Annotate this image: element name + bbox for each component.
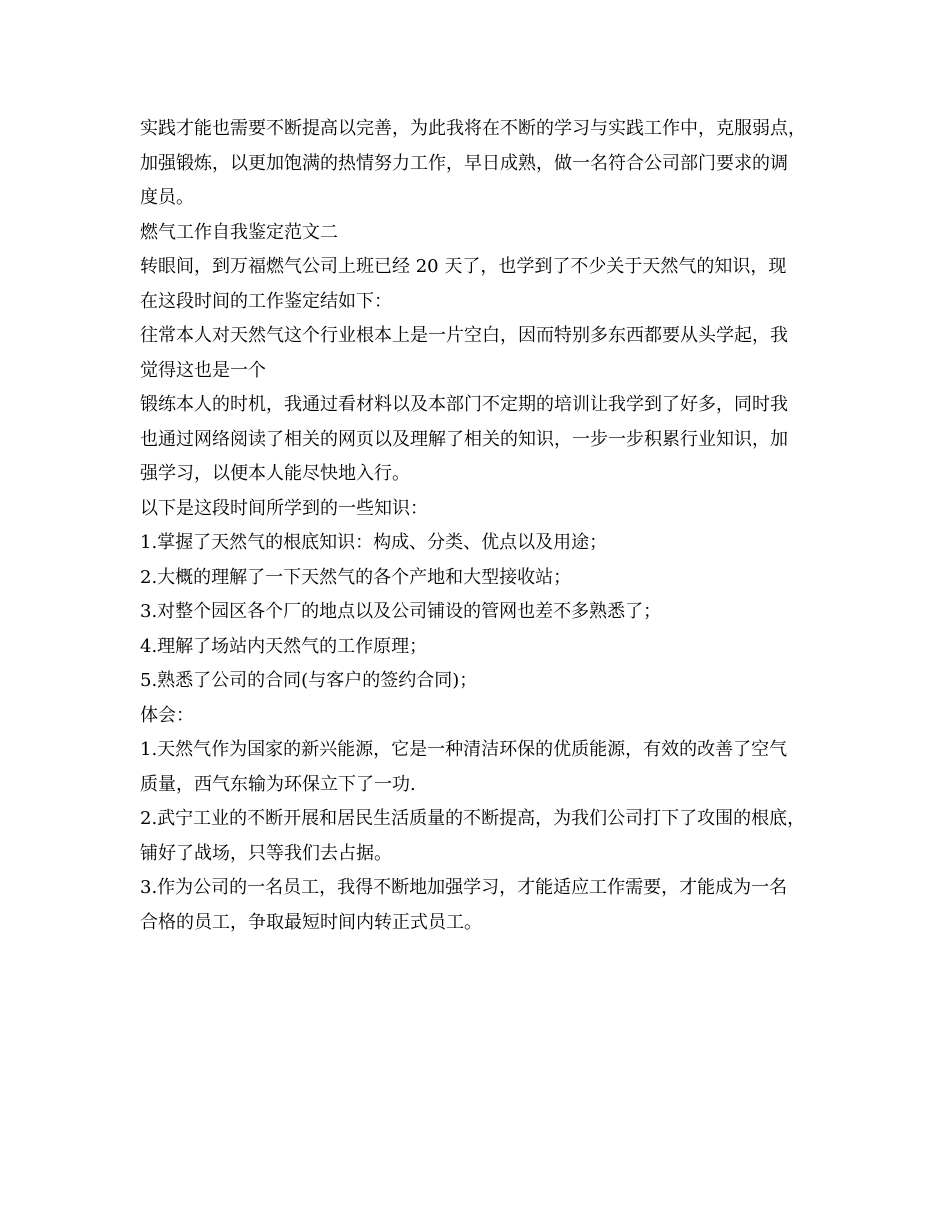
text-line: 转眼间，到万福燃气公司上班已经 20 天了，也学到了不少关于天然气的知识，现 <box>140 256 787 277</box>
text-line: 也通过网络阅读了相关的网页以及理解了相关的知识，一步一步积累行业知识，加 <box>140 428 788 450</box>
list-item: 3.对整个园区各个厂的地点以及公司铺设的管网也差不多熟悉了； <box>140 601 662 622</box>
list-item: 2.武宁工业的不断开展和居民生活质量的不断提高，为我们公司打下了攻围的根底， <box>140 808 806 829</box>
list-item: 1.天然气作为国家的新兴能源，它是一种清洁环保的优质能源，有效的改善了空气 <box>140 739 788 760</box>
list-item: 4.理解了场站内天然气的工作原理； <box>140 635 428 657</box>
text-line: 强学习，以便本人能尽快地入行。 <box>140 463 410 484</box>
text-line: 锻练本人的时机，我通过看材料以及本部门不定期的培训让我学到了好多，同时我 <box>140 394 788 415</box>
section-heading: 燃气工作自我鉴定范文二 <box>140 221 338 243</box>
text-line: 实践才能也需要不断提高以完善，为此我将在不断的学习与实践工作中，克服弱点， <box>140 118 806 139</box>
text-line: 往常本人对天然气这个行业根本上是一片空白，因而特别多东西都要从头学起，我 <box>140 325 788 346</box>
text-line: 在这段时间的工作鉴定结如下： <box>140 290 392 312</box>
text-line: 铺好了战场，只等我们去占据。 <box>140 842 392 864</box>
list-item: 2.大概的理解了一下天然气的各个产地和大型接收站； <box>140 566 572 588</box>
list-item: 5.熟悉了公司的合同(与客户的签约合同)； <box>140 670 478 691</box>
text-line: 合格的员工，争取最短时间内转正式员工。 <box>140 911 482 933</box>
text-line: 觉得这也是一个 <box>140 359 266 381</box>
text-line: 加强锻炼，以更加饱满的热情努力工作，早日成熟，做一名符合公司部门要求的调 <box>140 152 788 174</box>
text-line: 度员。 <box>140 187 194 208</box>
text-line: 质量，西气东输为环保立下了一功. <box>140 773 416 795</box>
text-line: 以下是这段时间所学到的一些知识： <box>140 497 428 519</box>
document-body <box>140 112 840 940</box>
list-item: 1.掌握了天然气的根底知识：构成、分类、优点以及用途； <box>140 532 608 553</box>
text-line: 体会： <box>140 704 194 726</box>
list-item: 3.作为公司的一名员工，我得不断地加强学习，才能适应工作需要，才能成为一名 <box>140 877 788 898</box>
